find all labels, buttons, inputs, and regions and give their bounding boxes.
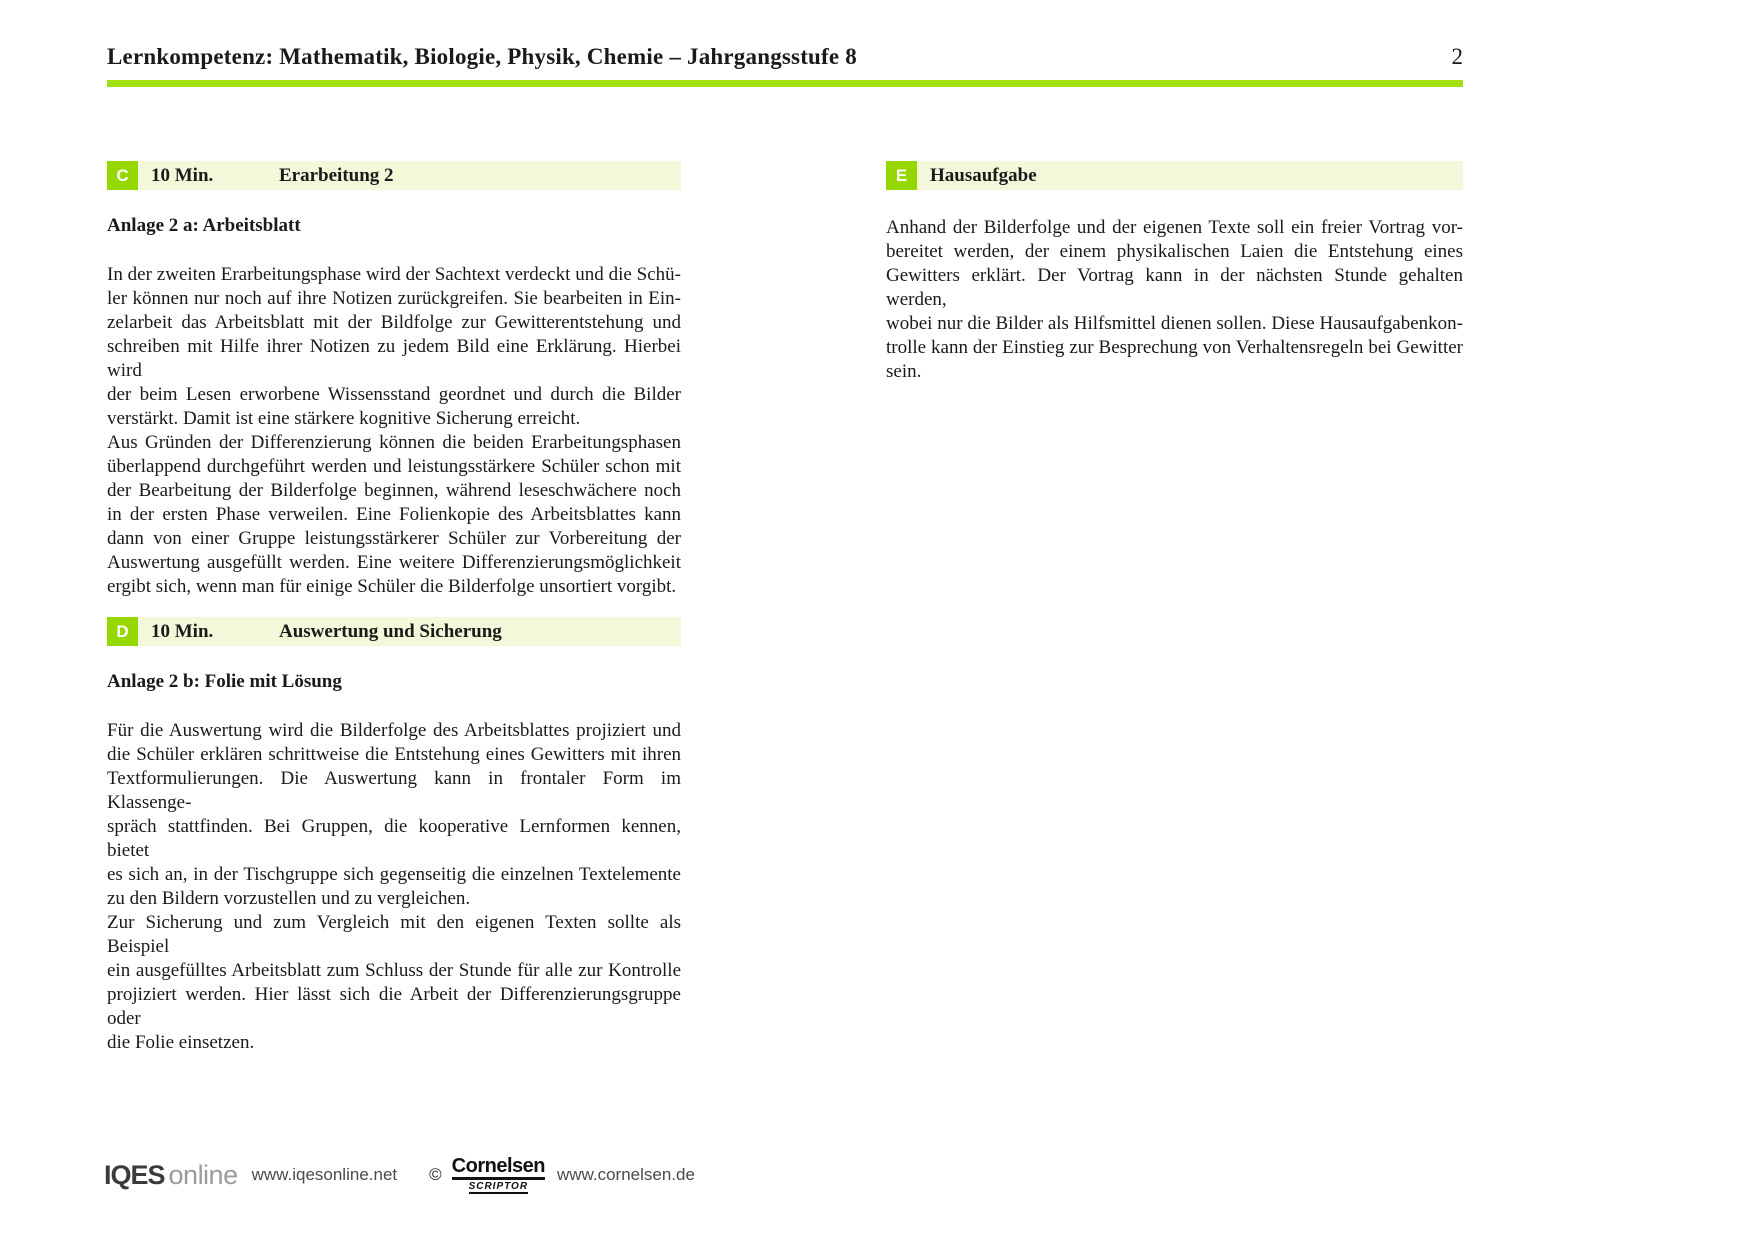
- iqes-logo-text: IQES: [104, 1159, 165, 1190]
- section-c-strip: [138, 161, 681, 190]
- text-line: Zur Sicherung und zum Vergleich mit den eigenen Texten sollte als Beispiel: [107, 912, 681, 957]
- text-line: bereitet werden, der einem physikalischen Laien die Entstehung eines: [886, 241, 1463, 262]
- text-line: Textformulierungen. Die Auswertung kann in frontaler Form im Klassenge-: [107, 768, 681, 813]
- text-line: Gewitters erklärt. Der Vortrag kann in der nächsten Stunde gehalten werden,: [886, 265, 1463, 310]
- copyright-symbol: ©: [429, 1165, 442, 1184]
- section-e-strip: [917, 161, 1463, 190]
- text-line: In der zweiten Erarbeitungsphase wird der Sachtext verdeckt und die Schü-: [107, 264, 681, 285]
- text-line: zelarbeit das Arbeitsblatt mit der Bildfolge zur Gewitterentstehung und: [107, 312, 681, 333]
- text-line: die Folie einsetzen.: [107, 1032, 255, 1053]
- hausaufgabe-paragraph: [886, 216, 1463, 384]
- section-d-bar: [107, 617, 681, 646]
- section-d-strip: [138, 617, 681, 646]
- section-e-bar: [886, 161, 1463, 190]
- cornelsen-logo-text: Cornelsen: [452, 1156, 545, 1180]
- text-line: sein.: [886, 361, 922, 382]
- text-line: in der ersten Phase verweilen. Eine Folienkopie des Arbeitsblattes kann: [107, 504, 681, 525]
- section-d-letter-badge: D: [107, 617, 138, 646]
- iqes-online-logo: [104, 1160, 238, 1191]
- right-column: [886, 161, 1463, 384]
- text-line: wobei nur die Bilder als Hilfsmittel dienen sollen. Diese Hausaufgabenkon-: [886, 313, 1463, 334]
- anlage-2a-heading: Anlage 2 a: Arbeitsblatt: [107, 215, 301, 236]
- text-line: ler können nur noch auf ihre Notizen zurückgreifen. Sie bearbeiten in Ein-: [107, 288, 681, 309]
- erarbeitung-2-paragraph: [107, 263, 681, 599]
- text-line: Aus Gründen der Differenzierung können die beiden Erarbeitungsphasen: [107, 432, 681, 453]
- text-line: verstärkt. Damit ist eine stärkere kognitive Sicherung erreicht.: [107, 408, 581, 429]
- page-header: [107, 44, 1463, 87]
- header-rule: [107, 80, 1463, 87]
- left-column: [107, 161, 681, 1055]
- text-line: Anhand der Bilderfolge und der eigenen Texte soll ein freier Vortrag vor-: [886, 217, 1463, 238]
- section-d-title: Auswertung und Sicherung: [279, 620, 502, 642]
- section-e-letter-badge: E: [886, 161, 917, 190]
- section-c-bar: [107, 161, 681, 190]
- text-line: ein ausgefülltes Arbeitsblatt zum Schluss der Stunde für alle zur Kontrolle: [107, 960, 681, 981]
- page-number: 2: [1451, 44, 1463, 69]
- text-line: Für die Auswertung wird die Bilderfolge des Arbeitsblattes projiziert und: [107, 720, 681, 741]
- cornelsen-url-text: www.cornelsen.de: [556, 1165, 695, 1184]
- section-c-duration: 10 Min.: [151, 164, 214, 186]
- section-c-letter-badge: C: [107, 161, 138, 190]
- anlage-2b-heading: Anlage 2 b: Folie mit Lösung: [107, 671, 342, 692]
- iqes-logo-online-text: online: [168, 1159, 238, 1190]
- scriptor-logo-text: SCRIPTOR: [468, 1181, 529, 1192]
- section-d-duration: 10 Min.: [151, 620, 214, 642]
- cornelsen-scriptor-logo: [452, 1156, 545, 1194]
- text-line: der beim Lesen erworbene Wissensstand geordnet und durch die Bilder: [107, 384, 681, 405]
- text-line: überlappend durchgeführt werden und leistungsstärkere Schüler schon mit: [107, 456, 681, 477]
- page-footer: [104, 1156, 695, 1194]
- text-line: zu den Bildern vorzustellen und zu vergleichen.: [107, 888, 471, 909]
- section-c-title: Erarbeitung 2: [279, 164, 394, 186]
- document-title: Lernkompetenz: Mathematik, Biologie, Physik, Chemie – Jahrgangsstufe 8: [107, 44, 857, 69]
- text-line: der Bearbeitung der Bilderfolge beginnen, während leseschwächere noch: [107, 480, 681, 501]
- text-line: die Schüler erklären schrittweise die Entstehung eines Gewitters mit ihren: [107, 744, 681, 765]
- text-line: ergibt sich, wenn man für einige Schüler die Bilderfolge unsortiert vorgibt.: [107, 576, 677, 597]
- auswertung-paragraph: [107, 719, 681, 1055]
- text-line: es sich an, in der Tischgruppe sich gegenseitig die einzelnen Textelemente: [107, 864, 681, 885]
- text-line: projiziert werden. Hier lässt sich die Arbeit der Differenzierungsgruppe oder: [107, 984, 681, 1029]
- text-line: trolle kann der Einstieg zur Besprechung von Verhaltensregeln bei Gewitter: [886, 337, 1463, 358]
- text-line: dann von einer Gruppe leistungsstärkerer Schüler zur Vorbereitung der: [107, 528, 681, 549]
- text-line: schreiben mit Hilfe ihrer Notizen zu jedem Bild eine Erklärung. Hierbei wird: [107, 336, 681, 381]
- text-line: spräch stattfinden. Bei Gruppen, die kooperative Lernformen kennen, bietet: [107, 816, 681, 861]
- text-line: Auswertung ausgefüllt werden. Eine weitere Differenzierungsmöglichkeit: [107, 552, 681, 573]
- section-e-title: Hausaufgabe: [930, 164, 1037, 186]
- iqes-url-text: www.iqesonline.net: [251, 1165, 398, 1184]
